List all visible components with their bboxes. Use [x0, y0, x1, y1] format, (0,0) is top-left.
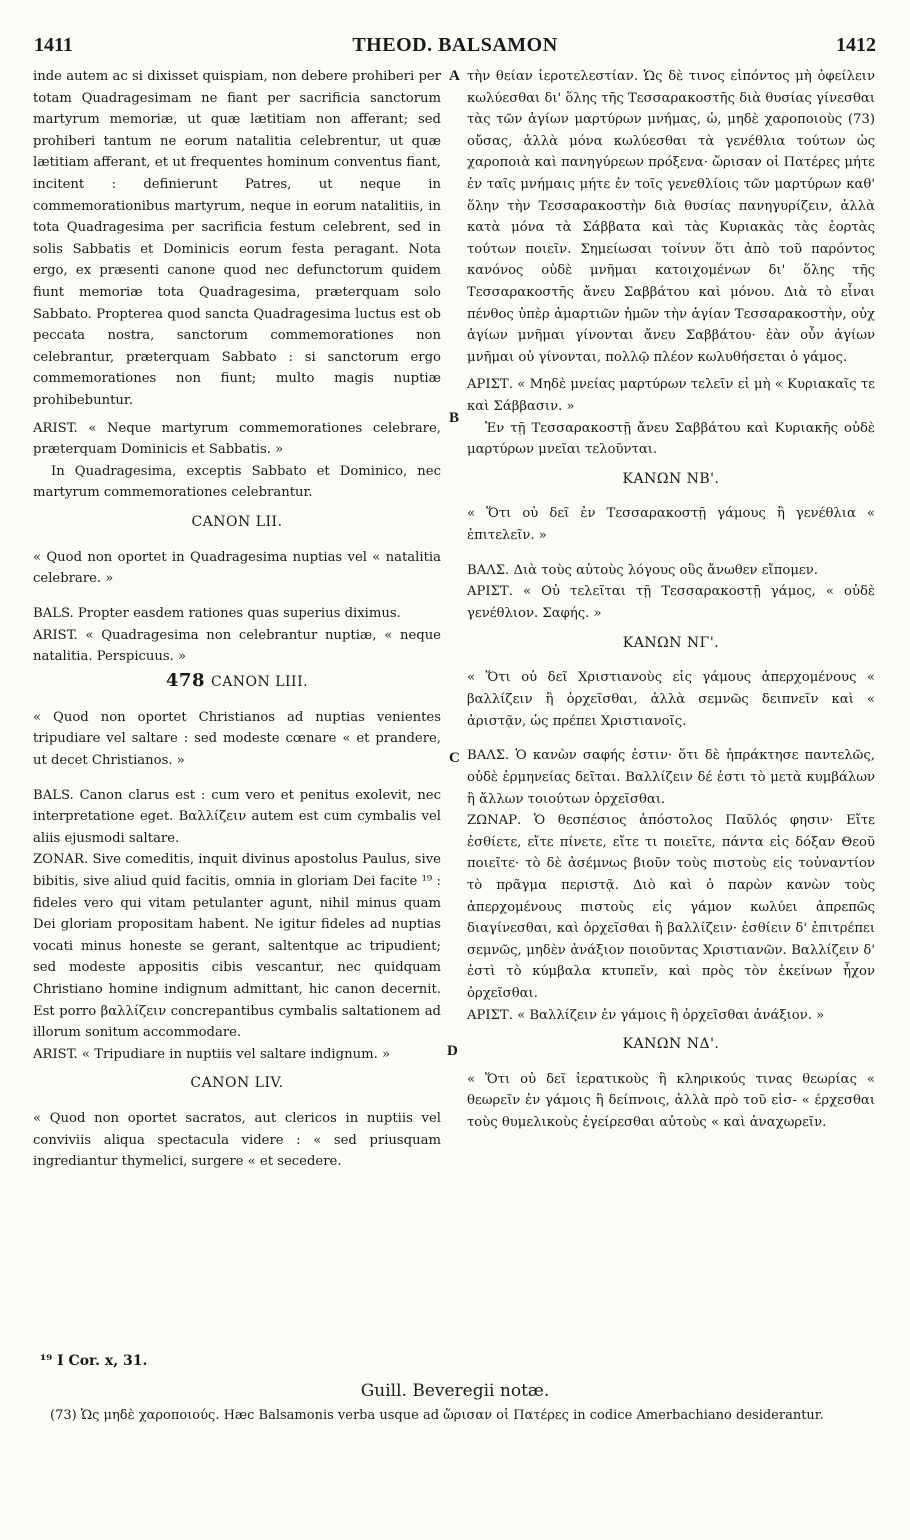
latin-canon-52-title: CANON LII.	[191, 513, 283, 530]
page-number-right: 1412	[836, 34, 876, 56]
greek-canon-52-title: ΚΑΝΩΝ ΝΒ'.	[622, 470, 720, 487]
latin-column	[33, 66, 441, 1186]
latin-bals-52: BALS. Propter easdem rationes quas superius diximus.	[33, 606, 401, 622]
margin-letter-c: C	[449, 750, 460, 766]
page-header	[30, 34, 880, 58]
greek-canon-53-title: ΚΑΝΩΝ ΝΓ'.	[622, 634, 720, 651]
greek-arist-53: ΑΡΙΣΤ. « Βαλλίζειν ἐν γάμοις ἢ ὀρχεῖσθαι ἀνάξιον. »	[467, 1007, 825, 1023]
latin-zonar-53: ZONAR. Sive comeditis, inquit divinus apostolus Paulus, sive bibitis, sive aliud quid facitis, omnia in gloriam Dei facite ¹⁹ : fideles vero qui vitam petulanter agunt, nihil minus quam Dei gloriam propositam habent. Ne igitur fideles ad nuptias vocati minus honeste se gerant, saltentque ac tripudient; sed modeste appositis cibis vescantur, nec quidquam Christiano homine indignum admittant, hic canon decernit. Est porro βαλλίζειν concrepantibus cymbalis saltationem ad illorum sonitum accommodare.	[33, 852, 441, 1041]
latin-arist-53: ARIST. « Tripudiare in nuptiis vel saltare indignum. »	[33, 1046, 391, 1062]
greek-canon-54-title: ΚΑΝΩΝ ΝΔ'.	[622, 1036, 720, 1053]
note-73: (73) Ὡς μηδὲ χαροποιούς. Hæc Balsamonis verba usque ad ὥρισαν οἱ Πατέρες in codice Amerbachiano desiderantur.	[50, 1408, 824, 1423]
latin-arist-52: ARIST. « Quadragesima non celebrantur nuptiæ, « neque natalitia. Perspicuus. »	[33, 627, 441, 665]
latin-canon-54-text: « Quod non oportet sacratos, aut clericos in nuptiis vel conviviis aliqua spectacula videre : « sed priusquam ingrediantur thymelici, surgere « et secedere.	[33, 1111, 441, 1170]
footnote: ¹⁹ I Cor. x, 31.	[40, 1353, 148, 1369]
greek-canon-52-text: « Ὅτι οὐ δεῖ ἐν Τεσσαρακοστῇ γάμους ἢ γενέθλια « ἐπιτελεῖν. »	[467, 506, 875, 544]
greek-arist-52: ΑΡΙΣΤ. « Οὐ τελεῖται τῇ Τεσσαρακοστῇ γάμος, « οὐδὲ γενέθλιον. Σαφής. »	[467, 584, 875, 622]
latin-canon-54-title: CANON LIV.	[190, 1075, 284, 1092]
greek-bals-52: ΒΑΛΣ. Διὰ τοὺς αὐτοὺς λόγους οὓς ἄνωθεν εἴπομεν.	[467, 562, 818, 578]
page-number-left: 1411	[34, 34, 73, 56]
latin-canon-53-title: CANON LIII.	[210, 673, 309, 690]
column-number: 478	[165, 669, 205, 691]
latin-canon-53-text: « Quod non oportet Christianos ad nuptias venientes tripudiare vel saltare : sed modeste cœnare « et prandere, ut decet Christianos. »	[33, 709, 441, 768]
latin-arist-51: ARIST. « Neque martyrum commemorationes celebrare, præterquam Dominicis et Sabbatis. »	[33, 420, 441, 458]
greek-canon-53-text: « Ὅτι οὐ δεῖ Χριστιανοὺς εἰς γάμους ἀπερχομένους « βαλλίζειν ἢ ὀρχεῖσθαι, ἀλλὰ σεμνῶς δειπνεῖν καὶ « ἀριστᾷν, ὡς πρέπει Χριστιανοῖς.	[467, 670, 875, 729]
margin-letter-a: A	[449, 68, 460, 84]
greek-arist-51: ΑΡΙΣΤ. « Μηδὲ μνείας μαρτύρων τελεῖν εἰ μὴ « Κυριακαῖς τε καὶ Σάββασιν. »	[467, 377, 875, 414]
running-title: THEOD. BALSAMON	[352, 34, 558, 56]
greek-arist-51-gloss: Ἐν τῇ Τεσσαρακοστῇ ἄνευ Σαββάτου καὶ Κυριακῆς οὐδὲ μαρτύρων μνεῖαι τελοῦνται.	[467, 420, 875, 458]
latin-canon-52-text: « Quod non oportet in Quadragesima nuptias vel « natalitia celebrare. »	[33, 549, 441, 587]
margin-letter-b: B	[449, 410, 460, 426]
latin-arist-51-gloss: In Quadragesima, exceptis Sabbato et Dominico, nec martyrum commemorationes celebrantur.	[33, 463, 441, 501]
margin-letter-d: D	[447, 1043, 458, 1059]
greek-canon-54-text: « Ὅτι οὐ δεῖ ἱερατικοὺς ἢ κληρικούς τινας θεωρίας « θεωρεῖν ἐν γάμοις ἢ δείπνοις, ἀλλὰ πρὸ τοῦ εἰσ- « έρχεσθαι τοὺς θυμελικοὺς ἐγείρεσθαι αὐτοὺς « καὶ ἀναχωρεῖν.	[467, 1071, 875, 1131]
greek-column	[467, 66, 875, 1147]
notes-title: Guill. Beveregii notæ.	[360, 1381, 550, 1401]
latin-bals-53: BALS. Canon clarus est : cum vero et penitus exolevit, nec interpretatione eget. Βαλλίζειν autem est cum cymbalis vel aliis ejusmodi saltare.	[33, 787, 441, 846]
latin-canon-53-heading	[33, 670, 441, 694]
greek-commentary-intro: τὴν θείαν ἱεροτελεστίαν. Ὡς δὲ τινος εἰπόντος μὴ ὀφείλειν κωλύεσθαι δι' ὅλης τῆς Τεσσαρακοστῆς διὰ θυσίας γίνεσθαι τὰς τῶν ἁγίων μαρτύρων μνήμας, ὡ, μηδὲ χαροποιοὺς (73) οὔσας, ἀλλὰ μόνα κωλύεσθαι τὰ γενέθλια τούτων ὡς χαροποιὰ καὶ πανηγύρεων πρόξενα· ὥρισαν οἱ Πατέρες μήτε ἐν ταῖς μνήμαις μήτε ἐν τοῖς γενεθλίοις τῶν μαρτύρων καθ' ὅλην τὴν Τεσσαρακοστὴν διὰ θυσίας πανηγυρίζειν, ἀλλὰ κατὰ μόνα τὰ Σάββατα καὶ τὰς Κυριακὰς τὰς ἑορτὰς τούτων ποιεῖν. Σημείωσαι τοίνυν ὅτι ἀπὸ τοῦ παρόντος κανόνος οὐδὲ μνῆμαι κατοιχομένων δι' ὅλης τῆς Τεσσαρακοστῆς ἄνευ Σαββάτου καὶ μόνου. Διὰ τὸ εἶναι πένθος ὑπὲρ ἁμαρτιῶν ἡμῶν τὴν ἁγίαν Τεσσαρακοστὴν, οὐχ ἁγίων μνῆμαι γίνονται ἄνευ Σαββάτου· ἐὰν οὖν ἁγίων μνῆμαι οὐ γίνονται, πολλῷ πλέον κωλυθήσεται ὁ γάμος.	[467, 69, 875, 365]
greek-bals-53: ΒΑΛΣ. Ὁ κανὼν σαφής ἐστιν· ὅτι δὲ ἠπράκτησε παντελῶς, οὐδὲ ἑρμηνείας δεῖται. Βαλλίζειν δέ ἐστι τὸ μετὰ κυμβάλων ἢ ἄλλων τοιούτων ὀρχεῖσθαι.	[467, 748, 875, 807]
latin-commentary-intro: inde autem ac si dixisset quispiam, non debere prohiberi per totam Quadragesimam ne fiant per sacrificia sanctorum martyrum memoriæ, ut quæ lætitiam non afferant; sed prohiberi tantum ne eorum natalitia celebrentur, ut quæ lætitiam afferant, et ut frequentes hominum conventus fiant, incitent : definierunt Patres, ut neque in commemorationibus martyrum, neque in eorum natalitiis, in tota Quadragesima per sacrificia festum celebrent, sed in solis Sabbatis et Dominicis eorum festa peragant. Nota ergo, ex præsenti canone quod nec defunctorum quidem fiunt memoriæ tota Quadragesima, præterquam solo Sabbato. Propterea quod sancta Quadragesima luctus est ob peccata nostra, sanctorum commemorationes non celebrantur, præterquam Sabbato : si sanctorum ergo commemorationes non fiunt; multo magis nuptiæ prohibebuntur.	[33, 69, 441, 408]
greek-zonar-53: ΖΩΝΑΡ. Ὁ θεσπέσιος ἀπόστολος Παῦλός φησιν· Εἴτε ἐσθίετε, εἴτε πίνετε, εἴτε τι ποιεῖτε, πάντα εἰς δόξαν Θεοῦ ποιεῖτε· τὸ δὲ ἀσέμνως βιοῦν τοὺς πιστοὺς εἰς τοὐναντίον τὸ πρᾶγμα περιστᾷ. Διὸ καὶ ὁ παρὼν κανὼν τοὺς ἀπερχομένους πιστοὺς εἰς γάμον κωλύει ἀπρεπῶς διαγίνεσθαι, καὶ ὀρχεῖσθαι ἢ βαλλίζειν· ἐσθίειν δ' ἐπιτρέπει σεμνῶς, μηδὲν ἀνάξιον ποιοῦντας Χριστιανῶν. Βαλλίζειν δ' ἐστὶ τὸ κύμβαλα κτυπεῖν, καὶ πρὸς τὸν ἐκείνων ἦχον ὀρχεῖσθαι.	[467, 813, 875, 1001]
